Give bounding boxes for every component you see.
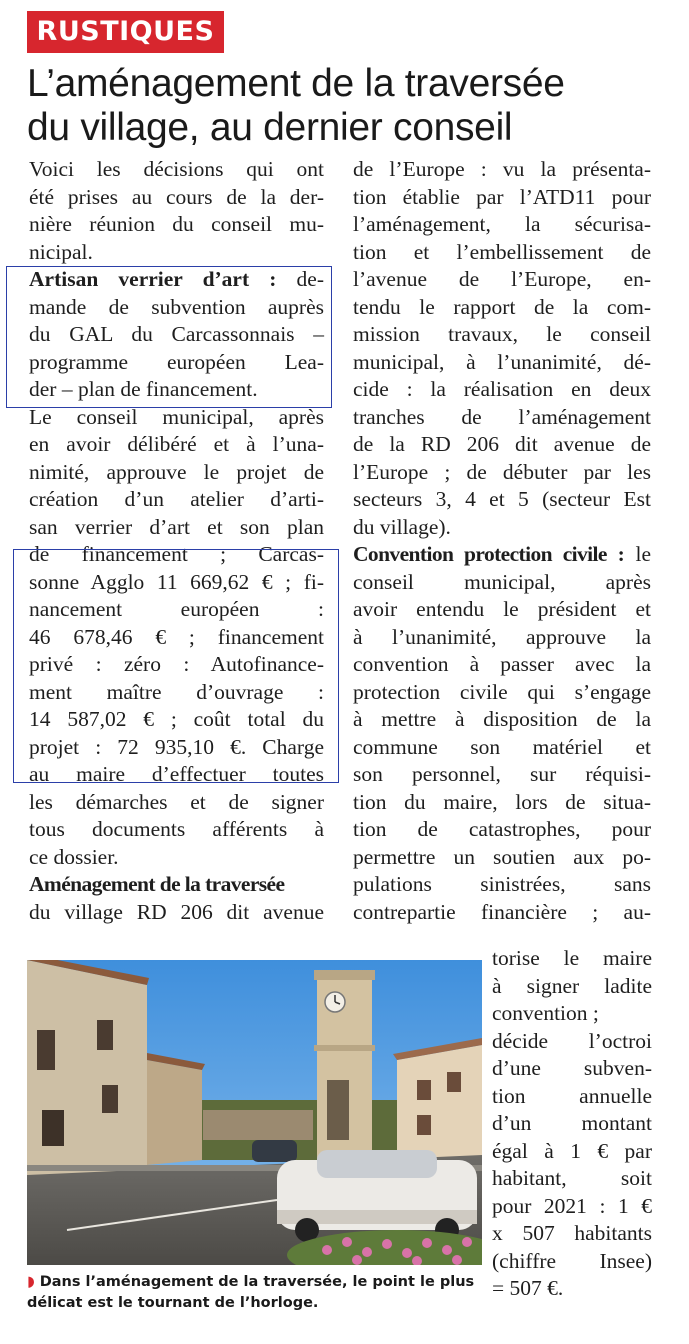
text-line: tion de catastrophes, pour — [353, 817, 651, 841]
text-line — [353, 541, 651, 569]
photo-caption — [27, 1272, 482, 1314]
text-line: privé : zéro : Autofinance- — [29, 652, 324, 676]
headline — [27, 62, 677, 150]
text-line: nicipal. — [29, 239, 93, 264]
text-line: à l’unanimité, approuve la — [353, 624, 651, 649]
text-line: tion annuelle — [492, 1083, 652, 1108]
text-line: l’aménagement, la sécurisa- — [353, 212, 651, 236]
text-line: tion du maire, lors de situa- — [353, 789, 651, 814]
text-line: du GAL du Carcassonnais – — [29, 322, 324, 346]
text-line: permettre un soutien aux po- — [353, 844, 651, 869]
text-line: secteurs 3, 4 et 5 (secteur Est — [353, 487, 651, 511]
text-line: municipal, à l’unanimité, dé- — [353, 349, 651, 374]
text-fragment: de- — [276, 267, 324, 291]
village-photo — [27, 960, 482, 1265]
text-line: nière réunion du conseil mu- — [29, 212, 324, 236]
section-rubric: RUSTIQUES — [27, 11, 224, 53]
text-line: été prises au cours de la der- — [29, 184, 324, 209]
text-line: projet : 72 935,10 €. Charge — [29, 734, 324, 759]
text-line: tous documents afférents à — [29, 817, 324, 841]
text-line: (chiffre Insee) — [492, 1248, 652, 1273]
highlight-box-artisan — [6, 266, 332, 408]
text-line: au maire d’effectuer toutes — [29, 762, 324, 786]
text-line: avoir entendu le président et — [353, 597, 651, 621]
text-line: les démarches et de signer — [29, 789, 324, 814]
text-line: du village). — [353, 514, 451, 539]
text-line: tranches de l’aménagement — [353, 404, 651, 429]
subheading: Aménagement de la traversée — [29, 872, 285, 896]
text-line: convention ; — [492, 1001, 599, 1025]
text-line: 46 678,46 € ; financement — [29, 624, 324, 649]
text-fragment: le — [624, 542, 651, 566]
text-line: tendu le rapport de la com- — [353, 294, 651, 319]
text-line: de financement ; Carcas- — [29, 542, 324, 566]
text-line: pour 2021 : 1 € — [492, 1193, 652, 1218]
text-line: nancement européen : — [29, 597, 324, 621]
text-line: égal à 1 € par — [492, 1138, 652, 1163]
text-line: san verrier d’art et son plan — [29, 514, 324, 539]
text-line: mande de subvention auprès — [29, 294, 324, 319]
text-line: du village RD 206 dit avenue — [29, 899, 324, 924]
text-line: pulations sinistrées, sans — [353, 872, 651, 896]
text-line: 14 587,02 € ; coût total du — [29, 707, 324, 731]
text-line: en avoir délibéré et à l’una- — [29, 432, 324, 456]
text-line: création d’un atelier d’arti- — [29, 487, 324, 511]
text-line: commune son matériel et — [353, 734, 651, 759]
subheading: Convention protection civile : — [353, 542, 625, 566]
text-line: contrepartie financière ; au- — [353, 899, 651, 924]
text-line: protection civile qui s’engage — [353, 679, 651, 704]
text-line: = 507 €. — [492, 1276, 564, 1300]
text-line: ment maître d’ouvrage : — [29, 679, 324, 704]
text-line: son personnel, sur réquisi- — [353, 762, 651, 786]
text-line: décide l’octroi — [492, 1028, 652, 1053]
text-line: Le conseil municipal, après — [29, 404, 324, 429]
text-line: tion établie par l’ATD11 pour — [353, 184, 651, 209]
headline-line: du village, au dernier conseil — [27, 106, 513, 149]
text-line: à mettre à disposition de la — [353, 707, 651, 731]
text-line: programme européen Lea- — [29, 349, 324, 374]
text-line: Voici les décisions qui ont — [29, 157, 324, 181]
caption-text: Dans l’aménagement de la traversée, le point le plus délicat est le tournant de l’horloge. — [27, 1274, 475, 1311]
text-line: convention à passer avec la — [353, 652, 651, 676]
text-line: d’une subven- — [492, 1056, 652, 1080]
article-column-2 — [353, 156, 651, 926]
text-line: x 507 habitants — [492, 1221, 652, 1245]
text-line: sonne Agglo 11 669,62 € ; fi- — [29, 569, 324, 594]
text-line: tion et l’embellissement de — [353, 239, 651, 264]
text-line: de la RD 206 dit avenue de — [353, 432, 651, 456]
text-line: à signer ladite — [492, 973, 652, 998]
subheading: Artisan verrier d’art : — [29, 267, 277, 291]
text-line: de l’Europe : vu la présenta- — [353, 157, 651, 181]
text-line — [29, 871, 324, 899]
text-line: der – plan de financement. — [29, 377, 258, 401]
text-line: nimité, approuve le projet de — [29, 459, 324, 484]
highlight-box-financement — [13, 549, 339, 783]
text-line: mission travaux, le conseil — [353, 322, 651, 346]
caption-marker-icon: ◗ — [27, 1274, 35, 1290]
text-line: ce dossier. — [29, 844, 119, 869]
text-line: d’un montant — [492, 1111, 652, 1135]
text-line: l’avenue de l’Europe, en- — [353, 267, 651, 291]
text-line: conseil municipal, après — [353, 569, 651, 594]
text-line: habitant, soit — [492, 1166, 652, 1190]
text-line: cide : la réalisation en deux — [353, 377, 651, 401]
article-column-3 — [492, 945, 652, 1303]
headline-line: L’aménagement de la traversée — [27, 62, 565, 105]
text-line: l’Europe ; de débuter par les — [353, 459, 651, 484]
text-line: torise le maire — [492, 946, 652, 970]
